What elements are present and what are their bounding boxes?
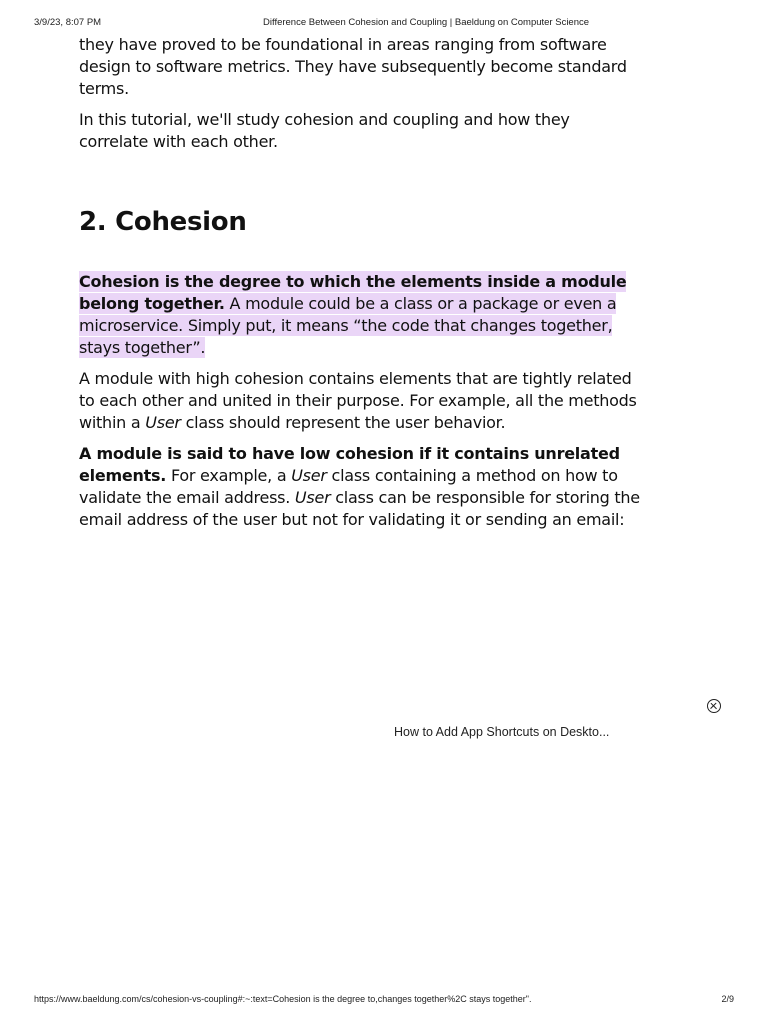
print-page-title: Difference Between Cohesion and Coupling | Baeldung on Computer Science [263, 17, 590, 28]
text-run: class should represent the user behavior. [180, 413, 506, 432]
print-footer [0, 994, 768, 1008]
definition-rest: A module could be a class or a package or even a microservice. Simply put, it means “the code that changes together, stays together”. [79, 294, 617, 357]
text-run: class containing a method on how to validate the email address. [79, 466, 618, 507]
section-body [79, 271, 641, 540]
code-term-user: User [291, 466, 327, 485]
video-ad-placeholder [380, 695, 730, 745]
intro-paragraph: In this tutorial, we'll study cohesion and coupling and how they correlate with each other. [79, 110, 570, 151]
cohesion-definition-paragraph [79, 271, 641, 359]
section-heading: 2. Cohesion [79, 207, 247, 237]
page-number: 2/9 [721, 994, 734, 1004]
intro-paragraph: they have proved to be foundational in areas ranging from software design to software metrics. They have subsequently become standard terms. [79, 35, 627, 98]
bold-definition: Cohesion is the degree to which the elements inside a module belong together. [79, 272, 627, 313]
text-run: For example, a [166, 466, 292, 485]
code-term-user: User [294, 488, 331, 507]
intro-text [79, 34, 639, 162]
close-ad-icon[interactable] [707, 699, 721, 713]
print-date: 3/9/23, 8:07 PM [34, 17, 102, 28]
print-url: https://www.baeldung.com/cs/cohesion-vs-coupling#:~:text=Cohesion is the degree to,changes together%2C stays together". [34, 994, 532, 1004]
high-cohesion-paragraph [79, 368, 641, 434]
bold-low-cohesion: A module is said to have low cohesion if it contains unrelated elements. [79, 444, 620, 485]
ad-video-title-link[interactable]: How to Add App Shortcuts on Deskto... [394, 725, 610, 739]
code-term-user: User [145, 413, 181, 432]
low-cohesion-paragraph [79, 443, 641, 531]
highlighted-text [79, 271, 626, 358]
text-run: class can be responsible for storing the email address of the user but not for validating it or sending an email: [79, 488, 640, 529]
text-run: A module with high cohesion contains elements that are tightly related to each other and united in their purpose. For example, all the methods within a [79, 369, 637, 432]
print-header [0, 17, 768, 31]
